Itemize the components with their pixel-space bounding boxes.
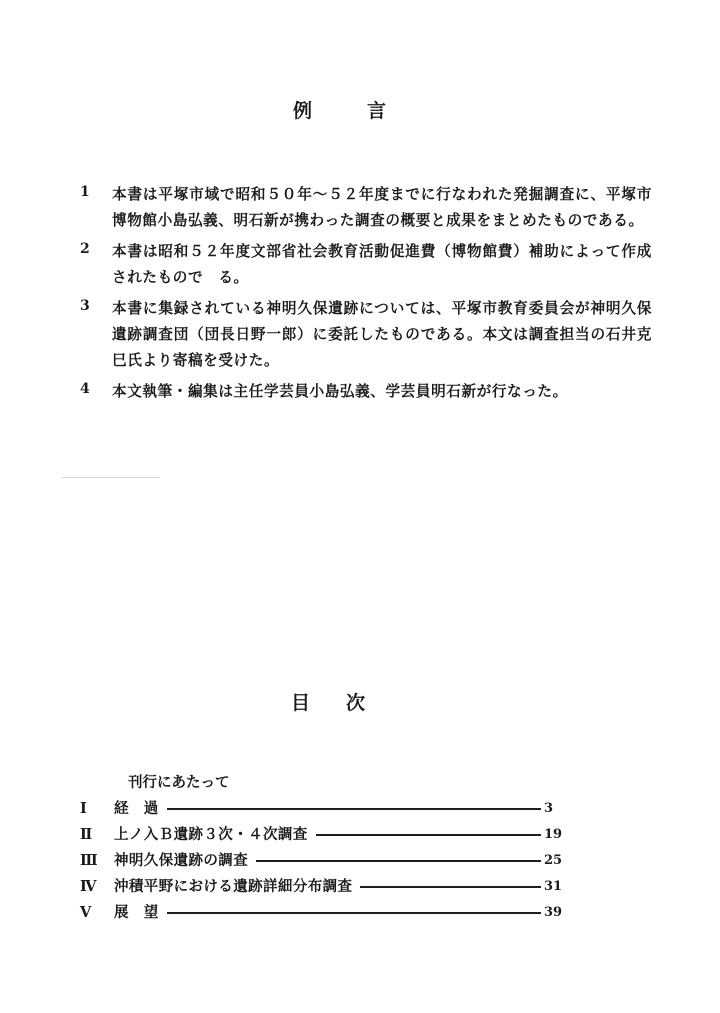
note-number: 2: [80, 241, 90, 257]
note-text: 本書は昭和５２年度文部省社会教育活動促進費（博物館費）補助によって作成されたもので る。: [112, 243, 652, 286]
toc-leader-line: [360, 886, 541, 887]
note-text: 本書に集録されている神明久保遺跡については、平塚市教育委員会が神明久保遺跡調査団（団長日野一郎）に委託したものである。本文は調査担当の石井克巳氏より寄稿を受けた。: [112, 300, 652, 369]
toc-heading-right: 次: [346, 692, 366, 714]
toc-leader-line: [167, 808, 541, 809]
toc-page-number: 19: [544, 827, 563, 842]
toc-heading-left: 目: [291, 692, 311, 714]
notes-heading-right: 言: [367, 100, 387, 122]
note-item: [80, 296, 680, 374]
notes-list: [80, 182, 680, 410]
note-item: [80, 182, 680, 234]
toc-entry-label: 展 望: [114, 904, 159, 921]
toc-page-number: 25: [544, 853, 563, 868]
toc-entry[interactable]: [80, 874, 563, 900]
notes-heading: [293, 96, 386, 123]
toc-entry[interactable]: [80, 796, 560, 822]
toc-roman-numeral: Ⅴ: [80, 904, 92, 921]
toc-entry-label: 沖積平野における遺跡詳細分布調査: [114, 878, 353, 895]
toc-page-number: 39: [544, 905, 563, 920]
toc-leader-line: [167, 912, 541, 913]
note-number: 3: [80, 298, 90, 314]
toc-leader-line: [256, 860, 541, 861]
note-text: 本文執筆・編集は主任学芸員小島弘義、学芸員明石新が行なった。: [112, 383, 568, 400]
note-item: [80, 379, 680, 405]
toc-entry[interactable]: [80, 822, 563, 848]
toc-roman-numeral: Ⅰ: [80, 800, 87, 817]
toc-page-number: 3: [544, 801, 554, 816]
toc-page-number: 31: [544, 879, 563, 894]
note-number: 4: [80, 381, 90, 397]
toc-roman-numeral: Ⅲ: [80, 852, 98, 869]
toc-roman-numeral: Ⅳ: [80, 878, 97, 895]
toc-leader-line: [316, 834, 541, 835]
toc-entry-label: 上ノ入Ｂ遺跡３次・４次調査: [114, 826, 308, 843]
toc-heading: [291, 688, 365, 715]
table-of-contents: [80, 770, 563, 926]
note-number: 1: [80, 184, 90, 200]
toc-roman-numeral: Ⅱ: [80, 826, 93, 843]
note-text: 本書は平塚市域で昭和５０年〜５２年度までに行なわれた発掘調査に、平塚市博物館小島弘義、明石新が携わった調査の概要と成果をまとめたものである。: [112, 186, 652, 229]
divider-rule: [62, 477, 160, 478]
note-item: [80, 239, 680, 291]
toc-intro-entry[interactable]: 刊行にあたって: [128, 774, 230, 791]
notes-heading-left: 例: [293, 100, 313, 122]
toc-entry-label: 神明久保遺跡の調査: [114, 852, 249, 869]
toc-entry[interactable]: [80, 848, 563, 874]
toc-entry[interactable]: [80, 900, 563, 926]
toc-entry-label: 経 過: [114, 800, 159, 817]
